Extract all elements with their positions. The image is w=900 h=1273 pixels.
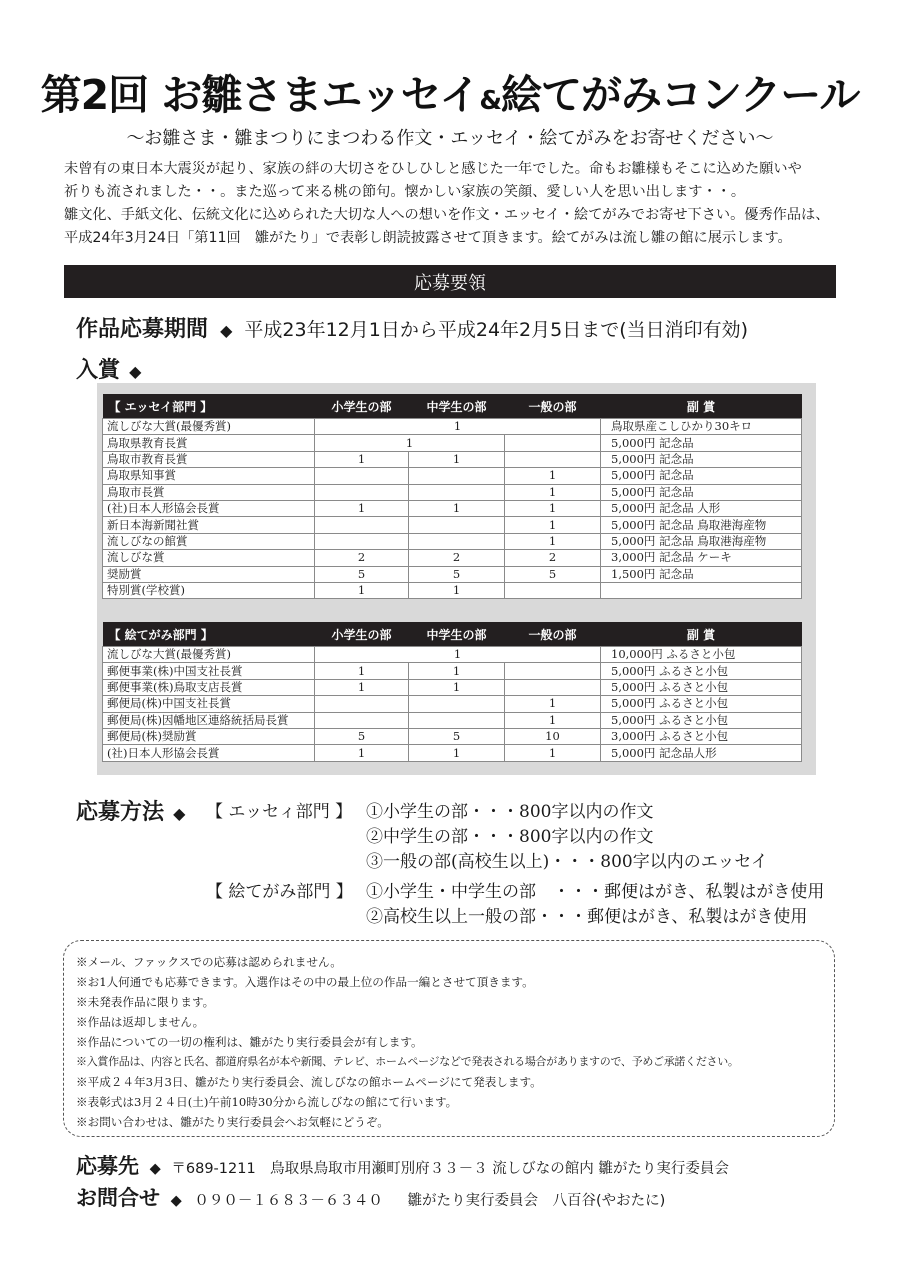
award-name-cell: 郵便局(株)因幡地区連絡統括局長賞: [103, 712, 315, 728]
count-cell: [315, 468, 409, 484]
title-amp: &: [479, 86, 502, 116]
award-name-cell: 鳥取市教育長賞: [103, 451, 315, 467]
etegami-prize-table: [102, 622, 802, 762]
extra-prize-cell: 5,000円 記念品 人形: [601, 500, 802, 516]
title-main: お雛さまエッセイ: [161, 71, 480, 119]
count-cell: 1: [315, 647, 601, 663]
count-cell: [505, 582, 601, 598]
intro-text: [64, 158, 844, 250]
table-row: [103, 745, 802, 761]
count-cell: 1: [505, 468, 601, 484]
column-header: 一般の部: [505, 394, 601, 419]
count-cell: 5: [315, 728, 409, 744]
etegami-category-label: 【 絵てがみ部門 】: [206, 882, 353, 902]
section-band: [64, 265, 836, 298]
award-name-cell: 新日本海新聞社賞: [103, 517, 315, 533]
note-line: ※メール、ファックスでの応募は認められません。: [76, 955, 342, 969]
award-name-cell: 流しびなの館賞: [103, 533, 315, 549]
extra-prize-cell: 5,000円 記念品: [601, 435, 802, 451]
note-line: ※お1人何通でも応募できます。入選作はその中の最上位の作品一編とさせて頂きます。: [76, 975, 534, 989]
count-cell: 1: [315, 435, 505, 451]
award-name-cell: 郵便事業(株)中国支社長賞: [103, 663, 315, 679]
extra-prize-cell: 5,000円 記念品: [601, 484, 802, 500]
extra-prize-cell: 5,000円 記念品: [601, 451, 802, 467]
essay-item: ①小学生の部・・・800字以内の作文: [366, 802, 654, 822]
extra-prize-cell: 5,000円 記念品: [601, 468, 802, 484]
award-name-cell: 鳥取県教育長賞: [103, 435, 315, 451]
count-cell: [505, 435, 601, 451]
category-header: 【 エッセイ部門 】: [103, 394, 315, 419]
count-cell: 1: [315, 451, 409, 467]
diamond-icon: ◆: [129, 362, 142, 381]
count-cell: 1: [505, 745, 601, 761]
count-cell: 2: [505, 550, 601, 566]
method-heading: [76, 795, 185, 826]
contact-label: お問合せ: [76, 1186, 160, 1210]
diamond-icon: ◆: [170, 1193, 182, 1209]
table-row: [103, 647, 802, 663]
extra-prize-cell: 10,000円 ふるさと小包: [601, 647, 802, 663]
contact-phone: ０９０－１６８３－６３４０: [194, 1193, 383, 1209]
table-row: [103, 533, 802, 549]
count-cell: [409, 696, 505, 712]
table-row: [103, 712, 802, 728]
prize-panel: [97, 383, 816, 775]
count-cell: [409, 533, 505, 549]
diamond-icon: ◆: [220, 321, 233, 340]
title-prefix: 第2回: [40, 71, 149, 119]
table-row: [103, 679, 802, 695]
diamond-icon: ◆: [149, 1161, 161, 1177]
count-cell: [315, 517, 409, 533]
count-cell: [409, 484, 505, 500]
count-cell: 5: [409, 728, 505, 744]
column-header: 副 賞: [601, 622, 802, 647]
count-cell: 5: [505, 566, 601, 582]
intro-line: 未曾有の東日本大震災が起り、家族の絆の大切さをひしひしと感じた一年でした。命もお雛様もそこに込めた願いや: [64, 161, 802, 177]
count-cell: [409, 517, 505, 533]
section-band-label: 応募要領: [414, 272, 486, 294]
column-header: 小学生の部: [315, 394, 409, 419]
count-cell: [315, 484, 409, 500]
application-period: [76, 312, 748, 343]
title-rest: 絵てがみコンクール: [501, 71, 860, 119]
column-header: 中学生の部: [409, 394, 505, 419]
extra-prize-cell: 5,000円 記念品 鳥取港海産物: [601, 533, 802, 549]
method-label: 応募方法: [76, 800, 165, 825]
count-cell: 2: [315, 550, 409, 566]
count-cell: 1: [315, 679, 409, 695]
table-row: [103, 468, 802, 484]
count-cell: 1: [409, 500, 505, 516]
essay-item: ③一般の部(高校生以上)・・・800字以内のエッセイ: [366, 852, 768, 872]
count-cell: 1: [409, 663, 505, 679]
diamond-icon: ◆: [173, 804, 186, 823]
count-cell: 10: [505, 728, 601, 744]
count-cell: 1: [505, 533, 601, 549]
etegami-item: ①小学生・中学生の部 ・・・郵便はがき、私製はがき使用: [366, 882, 825, 902]
address-value: 〒689-1211 鳥取県鳥取市用瀬町別府３３－３ 流しびなの館内 雛がたり実行委員会: [171, 1161, 729, 1177]
table-row: [103, 451, 802, 467]
award-name-cell: (社)日本人形協会長賞: [103, 745, 315, 761]
address-line: [76, 1150, 729, 1180]
count-cell: 1: [315, 582, 409, 598]
count-cell: 5: [409, 566, 505, 582]
extra-prize-cell: 5,000円 ふるさと小包: [601, 696, 802, 712]
notes-box: [63, 940, 835, 1137]
count-cell: 1: [505, 517, 601, 533]
table-row: [103, 728, 802, 744]
essay-item: ②中学生の部・・・800字以内の作文: [366, 827, 654, 847]
page-title: [0, 62, 900, 121]
etegami-item: ②高校生以上一般の部・・・郵便はがき、私製はがき使用: [366, 907, 808, 927]
count-cell: 1: [505, 696, 601, 712]
count-cell: 1: [409, 745, 505, 761]
count-cell: 1: [409, 582, 505, 598]
extra-prize-cell: 1,500円 記念品: [601, 566, 802, 582]
period-label: 作品応募期間: [76, 317, 209, 342]
award-name-cell: 鳥取県知事賞: [103, 468, 315, 484]
count-cell: 1: [409, 679, 505, 695]
extra-prize-cell: 5,000円 ふるさと小包: [601, 663, 802, 679]
extra-prize-cell: 5,000円 ふるさと小包: [601, 679, 802, 695]
extra-prize-cell: 5,000円 記念品人形: [601, 745, 802, 761]
count-cell: 1: [409, 451, 505, 467]
extra-prize-cell: 3,000円 ふるさと小包: [601, 728, 802, 744]
count-cell: 1: [315, 419, 601, 435]
extra-prize-cell: 5,000円 ふるさと小包: [601, 712, 802, 728]
award-name-cell: 郵便局(株)奨励賞: [103, 728, 315, 744]
extra-prize-cell: 鳥取県産こしひかり30キロ: [601, 419, 802, 435]
award-name-cell: 流しびな賞: [103, 550, 315, 566]
note-line: ※お問い合わせは、雛がたり実行委員会へお気軽にどうぞ。: [76, 1115, 389, 1129]
essay-prize-table: [102, 394, 802, 599]
category-header: 【 絵てがみ部門 】: [103, 622, 315, 647]
column-header: 小学生の部: [315, 622, 409, 647]
period-value: 平成23年12月1日から平成24年2月5日まで(当日消印有効): [244, 319, 749, 341]
award-name-cell: 郵便事業(株)鳥取支店長賞: [103, 679, 315, 695]
table-row: [103, 550, 802, 566]
count-cell: 2: [409, 550, 505, 566]
essay-category-label: 【 エッセィ部門 】: [206, 802, 353, 822]
count-cell: 1: [505, 712, 601, 728]
award-name-cell: (社)日本人形協会長賞: [103, 500, 315, 516]
extra-prize-cell: 3,000円 記念品 ケーキ: [601, 550, 802, 566]
contact-name: 雛がたり実行委員会 八百谷(やおたに): [407, 1193, 666, 1209]
count-cell: [505, 663, 601, 679]
table-row: [103, 484, 802, 500]
intro-line: 平成24年3月24日「第11回 雛がたり」で表彰し朗読披露させて頂きます。絵てがみは流し雛の館に展示します。: [64, 230, 792, 246]
subtitle: ～お雛さま・雛まつりにまつわる作文・エッセイ・絵てがみをお寄せください～: [126, 128, 774, 149]
intro-line: 祈りも流されました・・。また巡って来る桃の節句。懐かしい家族の笑顔、愛しい人を思い出します・・。: [64, 184, 746, 200]
column-header: 副 賞: [601, 394, 802, 419]
contact-line: [76, 1182, 665, 1212]
note-line: ※未発表作品に限ります。: [76, 995, 215, 1009]
table-row: [103, 566, 802, 582]
award-name-cell: 流しびな大賞(最優秀賞): [103, 419, 315, 435]
award-name-cell: 鳥取市長賞: [103, 484, 315, 500]
table-row: [103, 696, 802, 712]
table-row: [103, 435, 802, 451]
award-name-cell: 奨励賞: [103, 566, 315, 582]
count-cell: 5: [315, 566, 409, 582]
count-cell: 1: [505, 484, 601, 500]
count-cell: 1: [315, 500, 409, 516]
count-cell: 1: [315, 745, 409, 761]
note-line: ※平成２４年3月3日、雛がたり実行委員会、流しびなの館ホームページにて発表します。: [76, 1075, 542, 1089]
table-row: [103, 517, 802, 533]
table-row: [103, 419, 802, 435]
count-cell: 1: [315, 663, 409, 679]
count-cell: [505, 451, 601, 467]
table-row: [103, 582, 802, 598]
address-label: 応募先: [76, 1154, 139, 1178]
table-row: [103, 663, 802, 679]
count-cell: [315, 696, 409, 712]
prizes-heading: [76, 353, 141, 384]
intro-line: 雛文化、手紙文化、伝統文化に込められた大切な人への想いを作文・エッセイ・絵てがみでお寄せ下さい。優秀作品は、: [64, 207, 830, 223]
award-name-cell: 特別賞(学校賞): [103, 582, 315, 598]
count-cell: [315, 712, 409, 728]
table-row: [103, 500, 802, 516]
count-cell: 1: [505, 500, 601, 516]
column-header: 中学生の部: [409, 622, 505, 647]
extra-prize-cell: 5,000円 記念品 鳥取港海産物: [601, 517, 802, 533]
count-cell: [505, 679, 601, 695]
count-cell: [409, 712, 505, 728]
count-cell: [315, 533, 409, 549]
count-cell: [409, 468, 505, 484]
award-name-cell: 郵便局(株)中国支社長賞: [103, 696, 315, 712]
note-line: ※表彰式は3月２４日(土)午前10時30分から流しびなの館にて行います。: [76, 1095, 458, 1109]
column-header: 一般の部: [505, 622, 601, 647]
prizes-label: 入賞: [76, 358, 121, 383]
note-line: ※作品は返却しません。: [76, 1015, 205, 1029]
extra-prize-cell: [601, 582, 802, 598]
note-line: ※入賞作品は、内容と氏名、都道府県名が本や新聞、テレビ、ホームページなどで発表される場合がありますので、予めご承諾ください。: [76, 1055, 739, 1068]
award-name-cell: 流しびな大賞(最優秀賞): [103, 647, 315, 663]
note-line: ※作品についての一切の権利は、雛がたり実行委員会が有します。: [76, 1035, 423, 1049]
